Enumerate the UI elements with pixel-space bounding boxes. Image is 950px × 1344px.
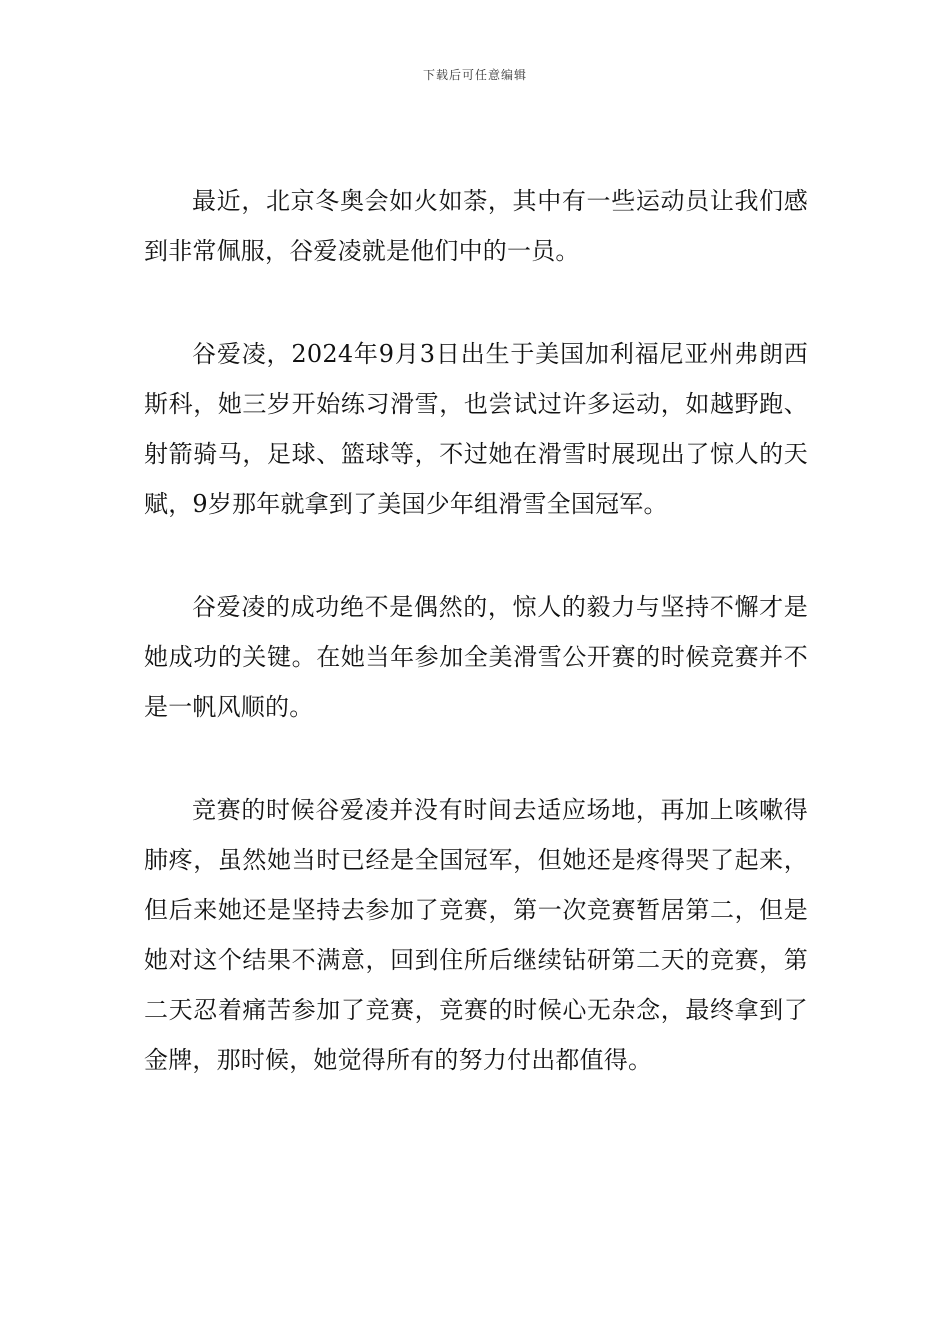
document-body	[144, 176, 808, 1138]
paragraph-3: 谷爱凌的成功绝不是偶然的，惊人的毅力与坚持不懈才是她成功的关键。在她当年参加全美滑雪公开赛的时候竞赛并不是一帆风顺的。	[144, 593, 808, 721]
paragraph-1: 最近，北京冬奥会如火如荼，其中有一些运动员让我们感到非常佩服，谷爱凌就是他们中的一员。	[144, 187, 808, 265]
page-header: 下载后可任意编辑	[422, 68, 527, 82]
paragraph-4: 竞赛的时候谷爱凌并没有时间去适应场地，再加上咳嗽得肺疼，虽然她当时已经是全国冠军，但她还是疼得哭了起来，但后来她还是坚持去参加了竞赛，第一次竞赛暂居第二，但是她对这个结果不满意，回到住所后继续钻研第二天的竞赛，第二天忍着痛苦参加了竞赛，竞赛的时候心无杂念，最终拿到了金牌，那时候，她觉得所有的努力付出都值得。	[144, 796, 808, 1074]
paragraph-2: 谷爱凌，2024年9月3日出生于美国加利福尼亚州弗朗西斯科，她三岁开始练习滑雪，也尝试过许多运动，如越野跑、射箭骑马，足球、篮球等，不过她在滑雪时展现出了惊人的天赋，9岁那年就拿到了美国少年组滑雪全国冠军。	[144, 340, 808, 518]
